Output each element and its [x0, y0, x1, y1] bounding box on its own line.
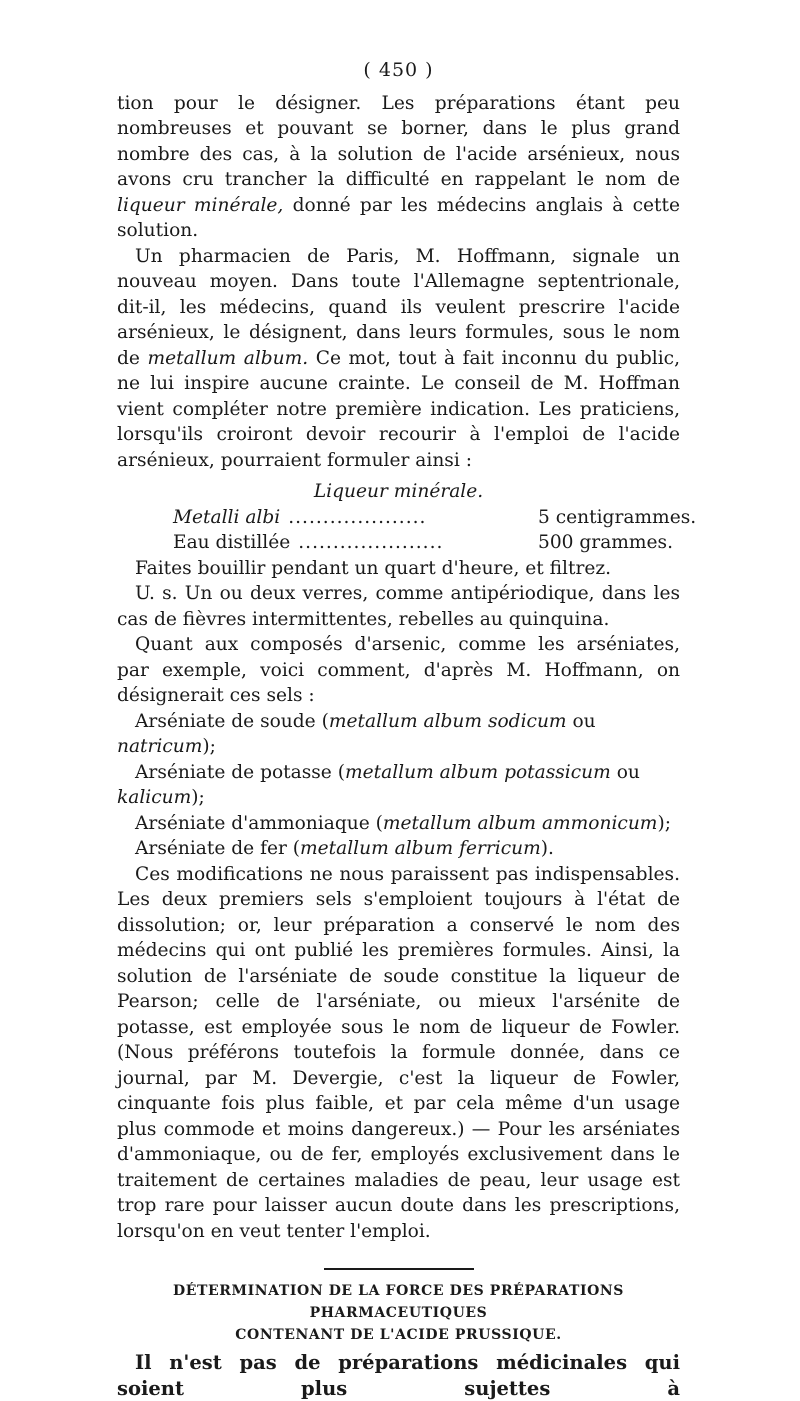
- salt-paren: ).: [540, 838, 554, 859]
- salt-label: Arséniate de soude: [135, 710, 316, 732]
- formula-usage: U. s. Un ou deux verres, comme antipériodique, dans les cas de fièvres intermittentes, rebelles au quinquina.: [117, 583, 680, 630]
- salt-latin: metallum album potassicum: [345, 761, 611, 783]
- section-first-line: Il n'est pas de préparations médicinales qui soient plus sujettes à: [117, 1351, 680, 1400]
- paragraph-liqueur-minerale: [117, 91, 680, 244]
- paragraph-text: donné par les médecins anglais à cette solution.: [117, 194, 680, 241]
- salt-line-potasse: [117, 760, 680, 811]
- emphasis-metallum-album: metallum album.: [147, 347, 309, 369]
- salt-paren: (: [375, 812, 383, 834]
- salt-paren: );: [657, 812, 671, 834]
- salt-ou: ou: [572, 710, 596, 732]
- salt-paren: (: [292, 838, 301, 859]
- salt-paren: (: [321, 710, 329, 732]
- salt-label: Arséniate de potasse: [135, 761, 332, 783]
- salt-line-fer: [117, 836, 680, 862]
- salt-ou: ou: [616, 761, 640, 783]
- salt-label: Arséniate de fer: [135, 838, 287, 859]
- salt-paren: );: [191, 787, 205, 808]
- emphasis-liqueur-minerale: liqueur minérale,: [117, 194, 284, 216]
- section-heading-line2: CONTENANT DE L'ACIDE PRUSSIQUE.: [235, 1327, 562, 1343]
- section-heading: [117, 1280, 680, 1346]
- page-number: ( 450 ): [363, 59, 434, 81]
- paragraph-arseniates-intro: Quant aux composés d'arsenic, comme les arséniates, par exemple, voici comment, d'après M. Hoffmann, on désignerait ces sels :: [117, 634, 680, 706]
- paragraph-hoffmann: [117, 244, 680, 474]
- salt-latin: metallum album ammonicum: [382, 812, 658, 834]
- formula-line: [117, 530, 680, 556]
- section-heading-line1: DÉTERMINATION DE LA FORCE DES PRÉPARATIONS PHARMACEUTIQUES: [172, 1283, 625, 1321]
- paragraph-modifications: Ces modifications ne nous paraissent pas indispensables. Les deux premiers sels s'emploient toujours à l'état de dissolution; or, leur préparation a conservé le nom des médecins qui ont publié les premières formules. Ainsi, la solution de l'arséniate de soude constitue la liqueur de Pearson; celle de l'arséniate, ou mieux l'arsénite de potasse, est employée sous le nom de liqueur de Fowler. (Nous préférons toutefois la formule donnée, dans ce journal, par M. Devergie, c'est la liqueur de Fowler, cinquante fois plus faible, et par cela même d'un usage plus commode et moins dangereux.) — Pour les arséniates d'ammoniaque, ou de fer, employés exclusivement dans le traitement de certaines maladies de peau, leur usage est trop rare pour laisser aucun doute dans les prescriptions, lorsqu'on en veut tenter l'emploi.: [117, 863, 680, 1242]
- formula-quantity: 5 centigrammes.: [538, 506, 697, 528]
- paragraph-text: Ce mot, tout à fait inconnu du public, ne lui inspire aucune crainte. Le conseil de M. Hoffman vient compléter notre première indication. Les praticiens, lorsqu'ils croiront devoir recourir à l'emploi de l'acide arsénieux, pourraient formuler ainsi :: [117, 347, 680, 471]
- salt-latin-alt: natricum: [117, 736, 203, 757]
- formula-line: [117, 505, 697, 531]
- salt-paren: (: [337, 761, 346, 783]
- formula-quantity: 500 grammes.: [538, 532, 673, 553]
- section-divider: [324, 1268, 474, 1270]
- formula-ingredient: Eau distillée: [173, 532, 291, 553]
- salt-line-ammoniaque: [117, 811, 680, 837]
- formula-ingredient: Metalli albi: [173, 506, 281, 528]
- salt-latin: metallum album sodicum: [328, 710, 567, 732]
- salt-line-soude: [117, 709, 680, 760]
- leader-dots: .....................: [298, 532, 444, 553]
- salt-latin-alt: kalicum: [117, 787, 192, 808]
- salt-latin: metallum album ferricum: [300, 838, 541, 859]
- book-page: [117, 58, 697, 1401]
- leader-dots: ....................: [288, 506, 427, 528]
- salt-paren: );: [202, 736, 216, 757]
- paragraph-text: Un pharmacien de Paris, M. Hoffmann, signale un nouveau moyen. Dans toute l'Allemagne septentrionale, dit-il, les médecins, quand ils veulent prescrire l'acide arsénieux, le désignent, dans leurs formules, sous le nom de: [117, 245, 680, 369]
- paragraph-text: tion pour le désigner. Les préparations étant peu nombreuses et pouvant se borner, dans le plus grand nombre des cas, à la solution de l'acide arsénieux, nous avons cru trancher la difficulté en rappelant le nom de: [117, 92, 680, 190]
- salt-label: Arséniate d'ammoniaque: [135, 812, 370, 834]
- formula-instruction: Faites bouillir pendant un quart d'heure, et filtrez.: [135, 557, 612, 579]
- formula-title: Liqueur minérale.: [313, 481, 484, 502]
